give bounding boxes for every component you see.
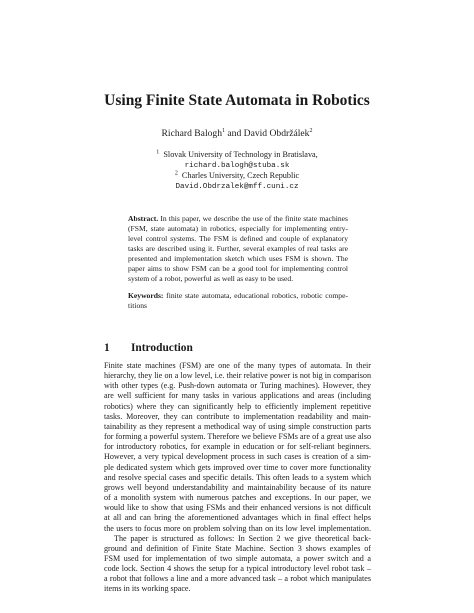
abstract-line	[128, 214, 348, 224]
body-line: at all and can bring the aforementioned advantages which in final effect helps	[104, 513, 371, 523]
body-line: for forming a powerful system. Therefore we believe FSMs are of a great use also	[104, 432, 371, 442]
institution-name: Charles University, Czech Republic	[181, 171, 300, 180]
affiliation-institution	[0, 150, 474, 161]
section-title: Introduction	[131, 342, 193, 354]
affiliation-mark: 2	[174, 170, 178, 177]
body-line: for introductory robotics, for example in education or for self-reliant beginners.	[104, 442, 371, 452]
author-line	[0, 128, 474, 140]
body-line: hierarchy, they lie on a low level, i.e. their relative power is not big in comparison	[104, 371, 371, 381]
body-text	[104, 361, 371, 595]
body-line: However, a very typical development process in such cases is creation of a sim-	[104, 452, 371, 462]
abstract-line: system of a robot, powerful as well as easy to be used.	[128, 273, 294, 283]
keywords-text: finite state automata, educational robotics, robotic compe-	[163, 291, 348, 300]
body-line: ground and definition of Finite State Machine. Section 3 shows examples of	[104, 543, 371, 553]
abstract-line: level control systems. The FSM is defined and couple of explanatory	[128, 233, 348, 243]
body-line: are well sufficient for many tasks in various applications and areas (including	[104, 391, 371, 401]
affiliation-institution	[0, 171, 474, 182]
paragraph	[104, 534, 371, 595]
paragraph	[104, 361, 371, 534]
affiliation-mark: 1	[156, 149, 160, 156]
institution-name: Slovak University of Technology in Bratislava,	[163, 150, 318, 159]
body-line: of a monolith system with numerous patches and exceptions. In our paper, we	[104, 493, 371, 503]
body-line: ple dedicated system which gets improved over time to cover more functionality	[104, 462, 371, 472]
body-line: tainability as they represent a methodical way of using simple construction parts	[104, 421, 371, 431]
body-line: and resolve special cases and specific details. This often leads to a system which	[104, 472, 371, 482]
abstract-text: In this paper, we describe the use of the finite state machines	[158, 214, 348, 223]
body-line: code lock. Section 4 shows the setup for a typical introductory level robot task –	[104, 564, 371, 574]
section-number: 1	[104, 342, 110, 354]
body-line: Finite state machines (FSM) are one of the many types of automata. In their	[104, 361, 371, 370]
keywords-line: titions	[128, 300, 147, 310]
abstract	[128, 214, 348, 284]
author-name: David Obdržálek	[243, 128, 310, 139]
body-line: would like to show that using FSMs and their enhanced versions is not difficult	[104, 503, 371, 513]
affiliations	[0, 150, 474, 192]
body-line: FSM used for implementation of two simple automata, a power switch and a	[104, 553, 371, 563]
keywords-label: Keywords:	[128, 291, 164, 300]
keywords	[128, 291, 348, 311]
affiliation-email: richard.balogh@stuba.sk	[184, 161, 290, 170]
body-line: tasks. Moreover, they can contribute to implementation readability and main-	[104, 411, 371, 421]
abstract-line: tasks are described using it. Further, several examples of real tasks are	[128, 243, 348, 253]
abstract-label: Abstract.	[128, 214, 159, 223]
body-line: robotics) where they can significantly help to efficiently implement repetitive	[104, 401, 371, 411]
author-separator: and	[225, 128, 244, 139]
abstract-line: paper aims to show FSM can be a good tool for implementing control	[128, 263, 348, 273]
abstract-line: (FSM, state automata) in robotics, especially for implementing entry-	[128, 223, 348, 233]
body-line: The paper is structured as follows: In Section 2 we give theoretical back-	[114, 533, 371, 543]
paper-title: Using Finite State Automata in Robotics	[104, 92, 370, 109]
author-affiliation-mark: 2	[309, 127, 313, 134]
body-line: items in its working space.	[104, 584, 191, 594]
author-name: Richard Balogh	[161, 128, 222, 139]
author-affiliation-mark: 1	[222, 127, 225, 134]
body-line: grows well beyond understandability and maintainability because of its nature	[104, 482, 371, 492]
section-heading	[104, 341, 193, 355]
body-line: with other types (e.g. Push-down automata or Turing machines). However, they	[104, 381, 371, 391]
abstract-line: presented and implementation sketch which uses FSM is shown. The	[128, 253, 348, 263]
body-line: a robot that follows a line and a more advanced task – a robot which manipulates	[104, 574, 371, 584]
body-line: the users to focus more on problem solving than on its low level implementation.	[104, 523, 371, 533]
affiliation-email: David.Obdrzalek@mff.cuni.cz	[175, 182, 299, 191]
keywords-line	[128, 291, 348, 301]
